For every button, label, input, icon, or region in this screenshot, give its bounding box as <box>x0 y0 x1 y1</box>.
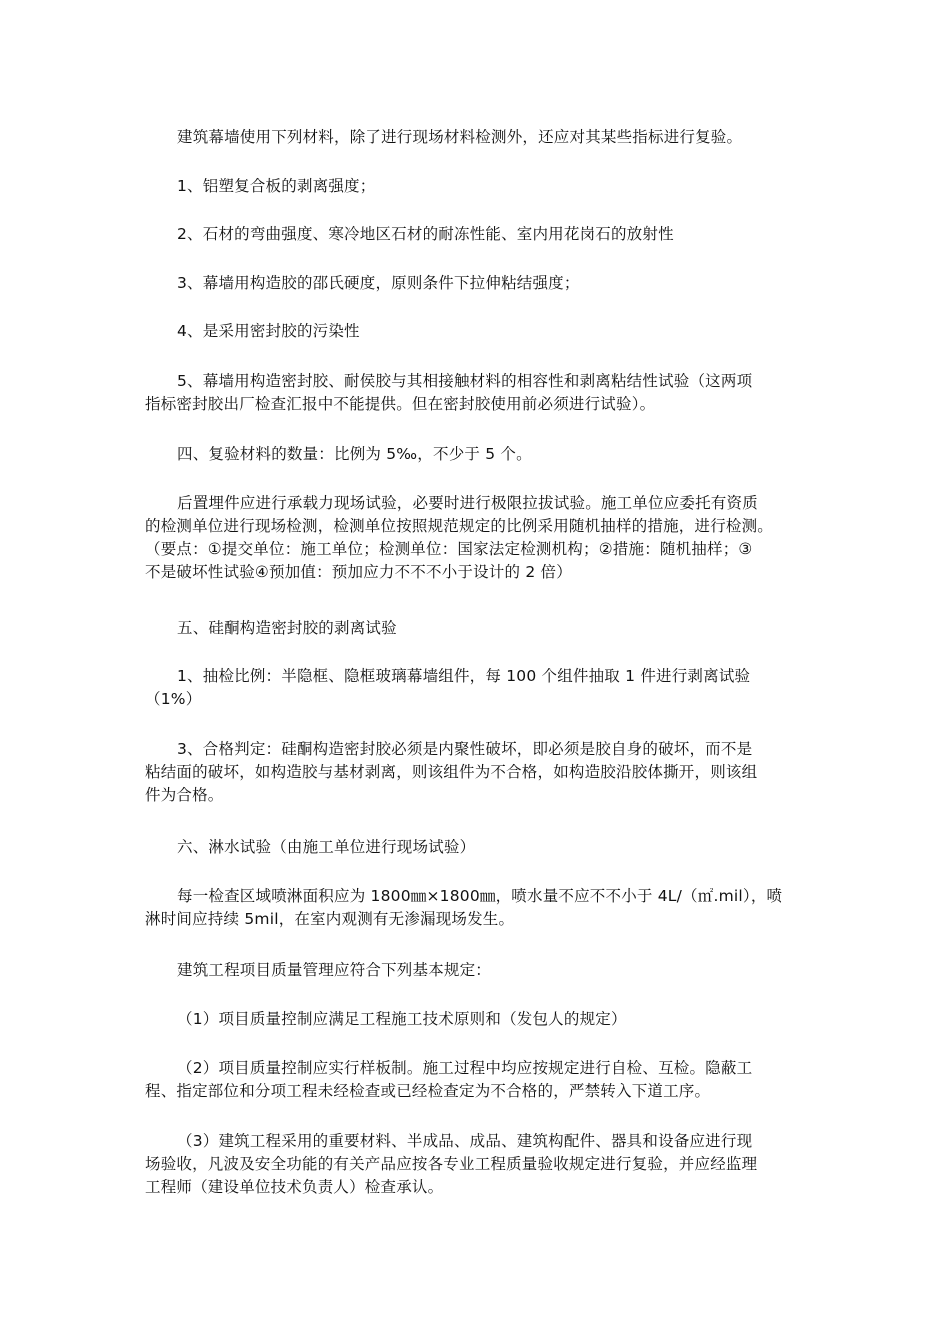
text-line: （1）项目质量控制应满足工程施工技术原则和（发包人的规定） <box>177 1010 627 1028</box>
text-line: 粘结面的破坏，如构造胶与基材剥离，则该组件为不合格，如构造胶沿胶体撕开，则该组 <box>145 763 758 781</box>
paragraph-quality-rules <box>145 959 805 982</box>
text-line: 淋时间应持续 5mil，在室内观测有无渗漏现场发生。 <box>145 910 515 928</box>
text-line: 1、铝塑复合板的剥离强度； <box>177 177 376 195</box>
text-line: 建筑幕墙使用下列材料，除了进行现场材料检测外，还应对其某些指标进行复验。 <box>177 128 743 146</box>
text-line: 1、抽检比例：半隐框、隐框玻璃幕墙组件，每 100 个组件抽取 1 件进行剥离试验 <box>177 667 751 685</box>
text-line: 六、淋水试验（由施工单位进行现场试验） <box>177 838 476 856</box>
text-line: （要点：①提交单位：施工单位；检测单位：国家法定检测机构；②措施：随机抽样；③ <box>145 540 753 558</box>
text-line: 每一检查区域喷淋面积应为 1800㎜×1800㎜，喷水量不应不不小于 4L/（㎡.mil），喷 <box>177 887 783 905</box>
paragraph-item-2 <box>145 223 805 246</box>
paragraph-embedded-parts <box>145 492 805 584</box>
text-line: 工程师（建设单位技术负责人）检查承认。 <box>145 1178 444 1196</box>
text-line: 的检测单位进行现场检测，检测单位按照规范规定的比例采用随机抽样的措施，进行检测。 <box>145 517 774 535</box>
heading-section-5 <box>145 617 805 640</box>
paragraph-item-3 <box>145 272 805 295</box>
paragraph-item-5 <box>145 370 805 416</box>
paragraph-water-spray <box>145 885 805 931</box>
paragraph-item-4 <box>145 320 805 343</box>
text-line: 后置埋件应进行承载力现场试验，必要时进行极限拉拔试验。施工单位应委托有资质 <box>177 494 758 512</box>
text-line: 四、复验材料的数量：比例为 5‰，不少于 5 个。 <box>177 445 532 463</box>
text-line: 建筑工程项目质量管理应符合下列基本规定： <box>177 961 492 979</box>
text-line: 3、合格判定：硅酮构造密封胶必须是内聚性破坏，即必须是胶自身的破坏，而不是 <box>177 740 753 758</box>
paragraph-item-1 <box>145 175 805 198</box>
text-line: 程、指定部位和分项工程未经检查或已经检查定为不合格的，严禁转入下道工序。 <box>145 1082 711 1100</box>
heading-section-6 <box>145 836 805 859</box>
paragraph-qualification <box>145 738 805 807</box>
paragraph-rule-1 <box>145 1008 805 1031</box>
paragraph-intro <box>145 126 805 149</box>
text-line: 场验收，凡波及安全功能的有关产品应按各专业工程质量验收规定进行复验，并应经监理 <box>145 1155 758 1173</box>
text-line: 五、硅酮构造密封胶的剥离试验 <box>177 619 397 637</box>
text-line: 2、石材的弯曲强度、寒冷地区石材的耐冻性能、室内用花岗石的放射性 <box>177 225 674 243</box>
text-line: （3）建筑工程采用的重要材料、半成品、成品、建筑构配件、器具和设备应进行现 <box>177 1132 753 1150</box>
text-line: 指标密封胶出厂检查汇报中不能提供。但在密封胶使用前必须进行试验）。 <box>145 395 656 413</box>
paragraph-rule-2 <box>145 1057 805 1103</box>
text-line: （1%） <box>145 690 202 708</box>
text-line: 5、幕墙用构造密封胶、耐侯胶与其相接触材料的相容性和剥离粘结性试验（这两项 <box>177 372 753 390</box>
text-line: 3、幕墙用构造胶的邵氏硬度，原则条件下拉伸粘结强度； <box>177 274 580 292</box>
text-line: （2）项目质量控制应实行样板制。施工过程中均应按规定进行自检、互检。隐蔽工 <box>177 1059 753 1077</box>
text-line: 件为合格。 <box>145 786 224 804</box>
heading-section-4 <box>145 443 805 466</box>
paragraph-sampling-ratio <box>145 665 805 711</box>
text-line: 不是破坏性试验④预加值：预加应力不不不小于设计的 2 倍） <box>145 563 572 581</box>
text-line: 4、是采用密封胶的污染性 <box>177 322 360 340</box>
paragraph-rule-3 <box>145 1130 805 1199</box>
